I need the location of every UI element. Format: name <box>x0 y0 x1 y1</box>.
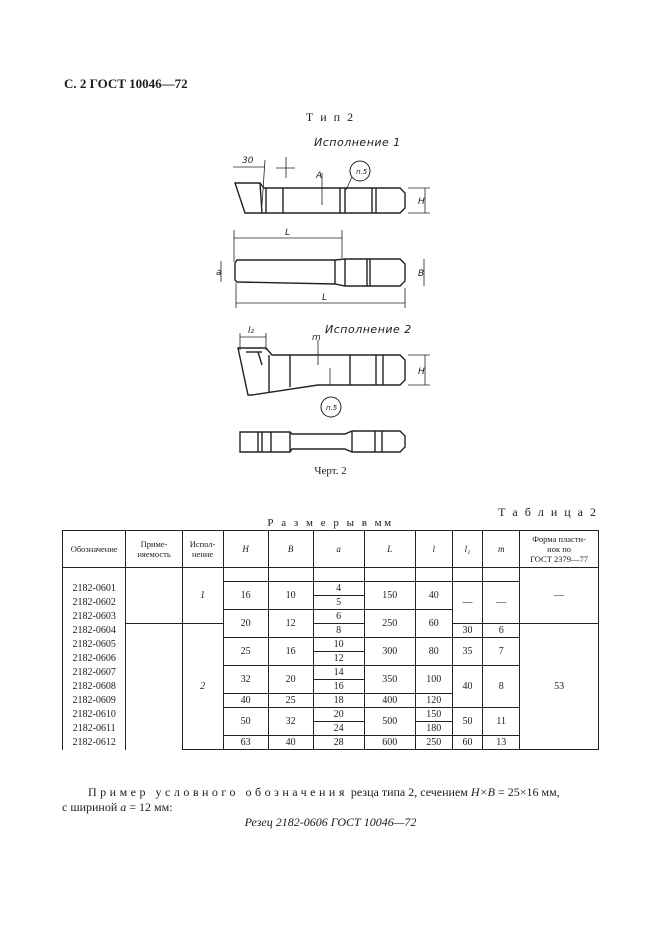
table-header-row <box>63 531 599 568</box>
table-row: 2182-0609 40 25 18 400 120 <box>63 694 599 708</box>
ref-label-2: п.5 <box>326 404 338 412</box>
sizes-label: Р а з м е р ы в мм <box>267 517 394 529</box>
col-l-big: L <box>364 531 415 568</box>
col-h: H <box>223 531 268 568</box>
table-label: Т а б л и ц а 2 <box>498 505 598 519</box>
type-title: Т и п 2 <box>305 110 356 124</box>
table-row: 2182-0604 2 8 30 6 53 <box>63 624 599 638</box>
dim-l2: l₂ <box>248 326 255 336</box>
example-designation: Резец 2182-0606 ГОСТ 10046—72 <box>244 815 417 829</box>
table-row: 2182-0601 16 10 4 150 40 — — <box>63 582 599 596</box>
spec-table <box>62 530 599 750</box>
col-forma: Форма пласти- нок по ГОСТ 2379—77 <box>520 531 599 568</box>
table-row: 2182-0605 25 16 10 300 80 35 7 <box>63 638 599 652</box>
table-row: 2182-0606 12 <box>63 652 599 666</box>
table-row: 2182-0610 50 32 20 500 150 50 11 <box>63 708 599 722</box>
col-b: B <box>268 531 313 568</box>
dim-b-top: B <box>418 269 425 279</box>
variant-1-cell: 1 <box>200 589 206 601</box>
col-m: m <box>483 531 520 568</box>
col-l: l <box>415 531 452 568</box>
col-a: a <box>313 531 364 568</box>
variant-2-cell: 2 <box>200 680 206 692</box>
table-row: 2182-0611 24 180 <box>63 722 599 736</box>
table-row: 2182-0603 20 12 6 250 60 <box>63 610 599 624</box>
variant-2-label: Исполнение 2 <box>325 323 412 336</box>
angle-label: 30 <box>242 156 254 166</box>
table-row: 2182-0602 5 <box>63 596 599 610</box>
dim-l-top: L <box>285 228 291 238</box>
figure-caption: Черт. 2 <box>314 465 347 477</box>
ref-label-1: п.5 <box>356 168 368 176</box>
col-oboznachenie: Обозначение <box>63 531 126 568</box>
technical-drawing <box>200 135 450 465</box>
table-row: 2182-0607 32 20 14 350 100 40 8 <box>63 666 599 680</box>
table-row: 2182-0608 16 <box>63 680 599 694</box>
col-ispolnenie: Испол- нение <box>182 531 223 568</box>
forma-dash: — <box>520 568 599 624</box>
example-heading: Пример условного обозначения <box>88 785 348 799</box>
dim-a-1: A <box>316 171 323 181</box>
dim-l-total: L <box>322 293 328 303</box>
col-primenyaemost: Приме- няемость <box>126 531 182 568</box>
dim-m: m <box>312 333 321 343</box>
page-header: С. 2 ГОСТ 10046—72 <box>64 76 188 91</box>
dim-a-top: a <box>216 268 222 278</box>
col-l1: l₁ <box>452 531 483 568</box>
dim-h-1: H <box>418 197 425 207</box>
dim-h-2: H <box>418 367 425 377</box>
table-row: 2182-0612 63 40 28 600 250 60 13 <box>63 736 599 750</box>
variant-1-label: Исполнение 1 <box>314 136 401 149</box>
forma-53: 53 <box>520 624 599 750</box>
example-paragraph: Пример условного обозначения резца типа 2, сечением H×B = 25×16 мм, с шириной a = 12 мм: <box>62 785 560 814</box>
